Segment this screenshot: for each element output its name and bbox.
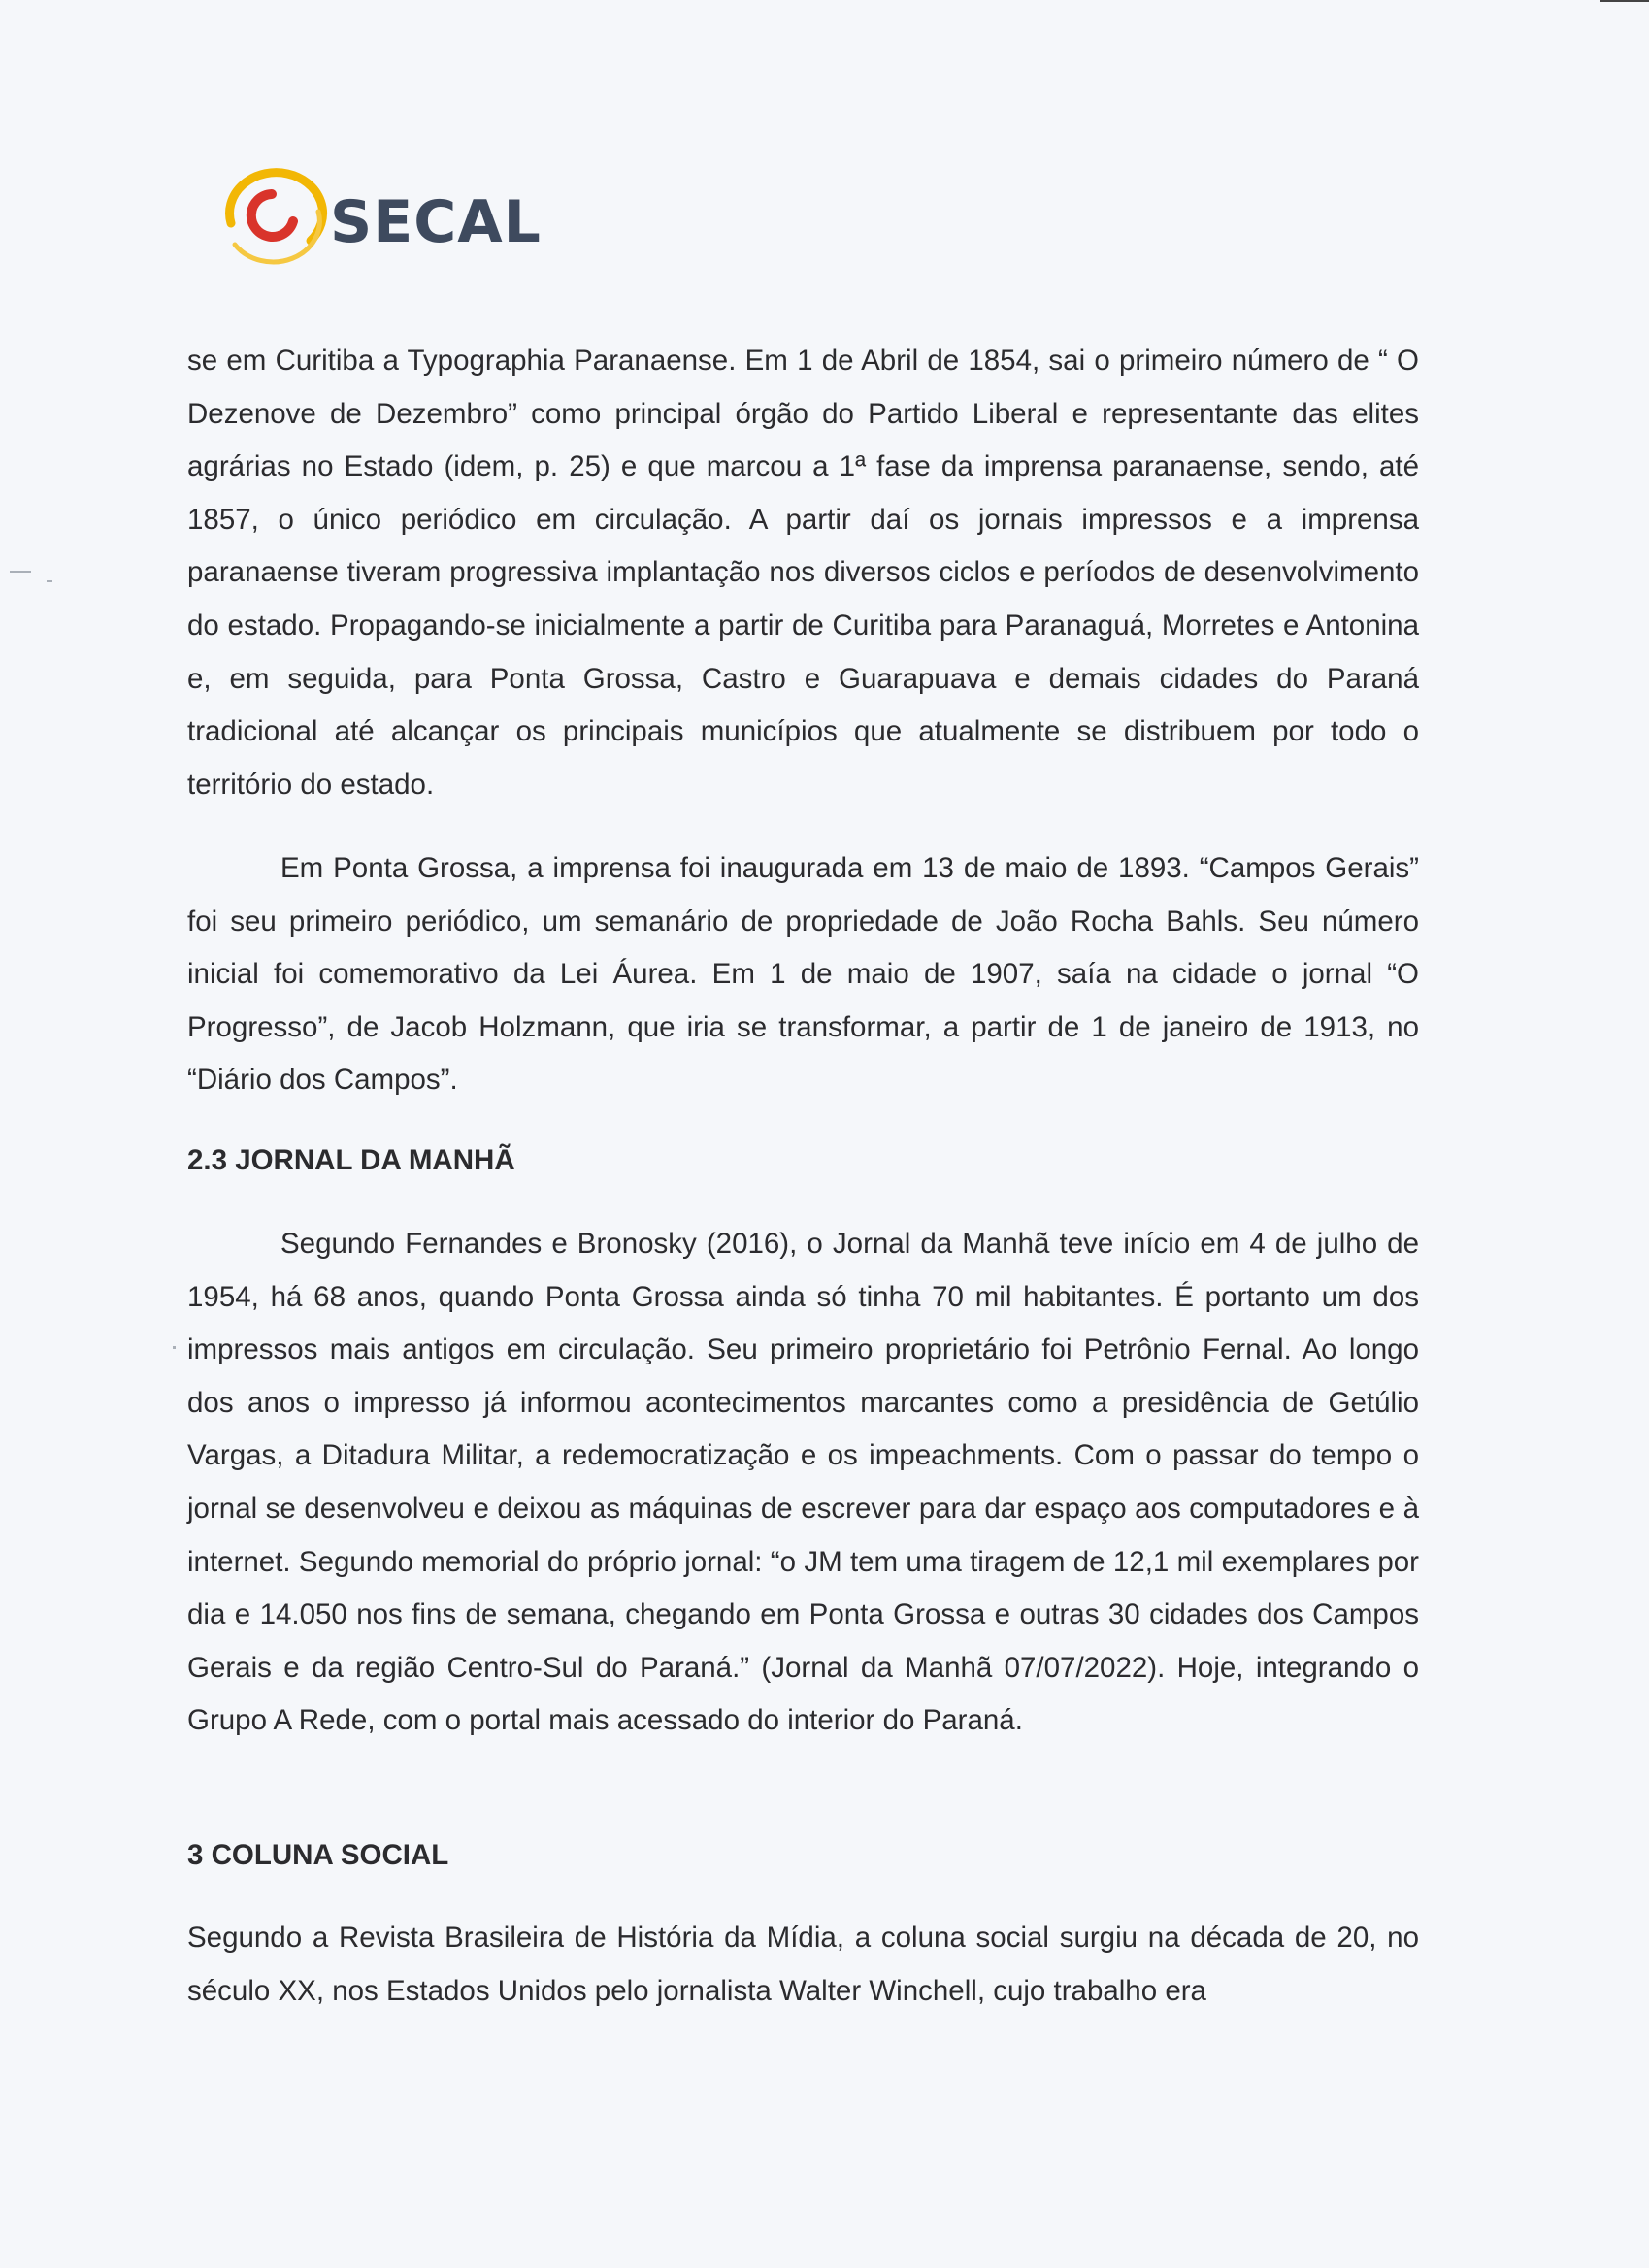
- logo-wordmark: SECAL: [330, 188, 542, 256]
- paragraph-press-history: se em Curitiba a Typographia Paranaense. Em 1 de Abril de 1854, sai o primeiro número de “ O Dezenove de Dezembro” como principal órgão do Partido Liberal e representante das elites agrárias no Estado (idem, p. 25) e que marcou a 1ª fase da imprensa paranaense, sendo, até 1857, o único periódico em circulação. A partir daí os jornais impressos e a imprensa paranaense tiveram progressiva implantação nos diversos ciclos e períodos de desenvolvimento do estado. Propagando-se inicialmente a partir de Curitiba para Paranaguá, Morretes e Antonina e, em seguida, para Ponta Grossa, Castro e Guarapuava e demais cidades do Paraná tradicional até alcançar os principais municípios que atualmente se distribuem por todo o território do estado.: [187, 345, 1419, 801]
- secal-logo: [214, 163, 563, 270]
- paragraph-coluna-social: Segundo a Revista Brasileira de História da Mídia, a coluna social surgiu na década de 20, no século XX, nos Estados Unidos pelo jornalista Walter Winchell, cujo trabalho era: [187, 1922, 1419, 2007]
- scan-artifact-mark: [173, 1346, 176, 1349]
- section-heading-jornal-da-manha: 2.3 JORNAL DA MANHÃ: [187, 1144, 515, 1176]
- paragraph-ponta-grossa-press: Em Ponta Grossa, a imprensa foi inaugurada em 13 de maio de 1893. “Campos Gerais” foi seu primeiro periódico, um semanário de propriedade de João Rocha Bahls. Seu número inicial foi comemorativo da Lei Áurea. Em 1 de maio de 1907, saía na cidade o jornal “O Progresso”, de Jacob Holzmann, que iria se transformar, a partir de 1 de janeiro de 1913, no “Diário dos Campos”.: [187, 852, 1419, 1097]
- scan-artifact-mark: [10, 571, 31, 573]
- section-heading-coluna-social: 3 COLUNA SOCIAL: [187, 1839, 449, 1871]
- secal-logo-mark: [214, 163, 330, 270]
- scan-artifact-mark: [47, 580, 52, 582]
- paragraph-jornal-da-manha: Segundo Fernandes e Bronosky (2016), o Jornal da Manhã teve início em 4 de julho de 1954, há 68 anos, quando Ponta Grossa ainda só tinha 70 mil habitantes. É portanto um dos impressos mais antigos em circulação. Seu primeiro proprietário foi Petrônio Fernal. Ao longo dos anos o impresso já informou acontecimentos marcantes como a presidência de Getúlio Vargas, a Ditadura Militar, a redemocratização e os impeachments. Com o passar do tempo o jornal se desenvolveu e deixou as máquinas de escrever para dar espaço aos computadores e à internet. Segundo memorial do próprio jornal: “o JM tem uma tiragem de 12,1 mil exemplares por dia e 14.050 nos fins de semana, chegando em Ponta Grossa e outras 30 cidades dos Campos Gerais e da região Centro-Sul do Paraná.” (Jornal da Manhã 07/07/2022). Hoje, integrando o Grupo A Rede, com o portal mais acessado do interior do Paraná.: [187, 1228, 1419, 1737]
- scan-edge-line: [1600, 0, 1649, 2]
